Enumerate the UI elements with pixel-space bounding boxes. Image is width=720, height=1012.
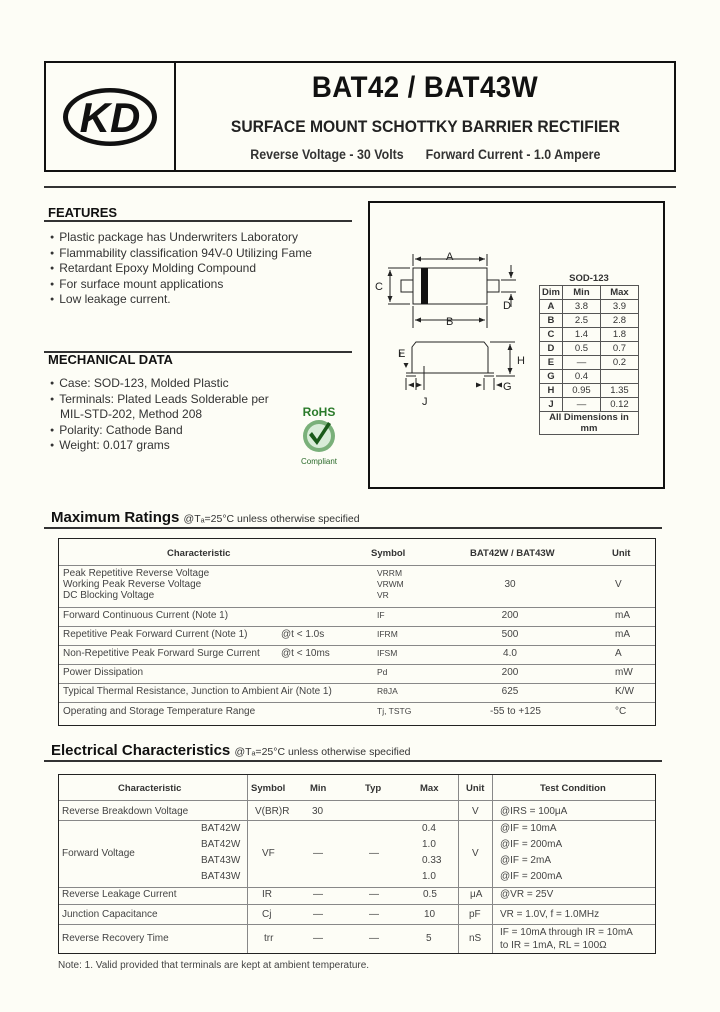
header (44, 61, 676, 172)
mr-row-line (59, 645, 655, 646)
mr-val: 4.0 (503, 648, 517, 659)
mr-symbol: VRWM (377, 579, 404, 589)
mr-symbol: IFRM (377, 629, 398, 639)
mr-symbol: IF (377, 610, 385, 620)
fwd-max: 1.0 (422, 839, 436, 850)
dim-table-title: SOD-123 (569, 272, 609, 284)
mr-char: Working Peak Reverse Voltage (63, 579, 202, 590)
mr-char: DC Blocking Voltage (63, 590, 155, 601)
dim-value: — (562, 397, 600, 411)
mr-symbol: Tj, TSTG (377, 706, 412, 716)
mr-val: 200 (501, 610, 519, 621)
mr-char: Forward Continuous Current (Note 1) (63, 610, 229, 621)
fwd-max: 0.33 (422, 855, 442, 866)
mr-symbol: Pd (377, 667, 388, 677)
mr-char: Typical Thermal Resistance, Junction to Ambient Air (Note 1) (63, 686, 332, 697)
dim-value: 1.8 (600, 327, 638, 341)
el-header-test: Test Condition (540, 783, 606, 794)
mr-symbol: IFSM (377, 648, 398, 658)
dim-label-d: D (503, 300, 511, 312)
dim-value: 2.8 (600, 313, 638, 327)
reverse-voltage: Reverse Voltage - 30 Volts (249, 147, 404, 162)
fwd-test: @IF = 200mA (500, 839, 563, 850)
package-drawing (370, 240, 538, 415)
el-header-max: Max (420, 783, 439, 794)
el-cap-test: VR = 1.0V, f = 1.0MHz (500, 909, 600, 920)
dim-value: 3.9 (600, 299, 638, 313)
mr-char: Peak Repetitive Reverse Voltage (63, 568, 210, 579)
el-rec-test2: to IR = 1mA, RL = 100Ω (500, 940, 607, 951)
elec-title (51, 742, 411, 759)
dim-label-e: E (398, 348, 406, 360)
rohs-text: RoHS (302, 405, 336, 419)
el-leakage-char: Reverse Leakage Current (62, 889, 177, 900)
mr-symbol: RθJA (377, 686, 398, 696)
dim-label-j: J (422, 396, 428, 408)
dim-row (540, 313, 639, 327)
el-rec-sym: trr (264, 933, 274, 944)
dimension-table (539, 272, 639, 435)
mr-row-line (59, 626, 655, 627)
dim-row (540, 299, 639, 313)
mr-row-line (59, 683, 655, 684)
part-title: BAT42 / BAT43W (311, 71, 539, 104)
dim-value: 3.8 (562, 299, 600, 313)
el-vdiv (247, 775, 248, 953)
mr-cond: @t < 10ms (281, 648, 330, 659)
el-header-typ: Typ (365, 783, 382, 794)
dim-label-c: C (375, 281, 383, 293)
mr-header-sym: Symbol (371, 548, 406, 559)
el-forward-unit: V (472, 848, 479, 859)
mr-val: -55 to +125 (490, 706, 541, 717)
dim-label-a: A (446, 251, 454, 263)
feature-item: ● Low leakage current. (50, 292, 312, 308)
el-cap-sym: Cj (262, 909, 272, 920)
mr-val: 625 (501, 686, 519, 697)
mr-char: Operating and Storage Temperature Range (63, 706, 256, 717)
features-heading: FEATURES (48, 205, 118, 220)
mr-row-line (59, 702, 655, 703)
mechanical-item: ● Polarity: Cathode Band (50, 423, 269, 439)
el-row-line (59, 904, 655, 905)
el-cap-max: 10 (424, 909, 436, 920)
dim-value: 0.7 (600, 341, 638, 355)
mr-symbol: VR (377, 590, 389, 600)
dim-row (540, 327, 639, 341)
dim-value: 0.4 (562, 369, 600, 383)
el-header-unit: Unit (466, 783, 485, 794)
el-leakage-max: 0.5 (423, 889, 437, 900)
dim-value: 0.5 (562, 341, 600, 355)
dim-value: — (562, 355, 600, 369)
feature-item: ● Flammability classification 94V-0 Utilizing Fame (50, 246, 312, 262)
fwd-test: @IF = 200mA (500, 871, 563, 882)
el-row-line (59, 924, 655, 925)
el-rec-max: 5 (426, 933, 432, 944)
compliant-text: Compliant (300, 457, 338, 466)
el-cap-typ: — (369, 909, 379, 920)
mechanical-heading: MECHANICAL DATA (48, 352, 173, 367)
dim-letter: A (540, 299, 563, 313)
fwd-part: BAT43W (201, 871, 241, 882)
dim-row (540, 355, 639, 369)
mr-header-line (59, 565, 655, 566)
el-forward-sym: VF (262, 848, 275, 859)
mr-val: 500 (501, 629, 519, 640)
max-ratings-title (51, 509, 360, 526)
footnote: Note: 1. Valid provided that terminals are kept at ambient temperature. (58, 960, 370, 971)
mr-unit: V (615, 579, 622, 590)
elec-rule (44, 760, 662, 762)
dim-value: 0.2 (600, 355, 638, 369)
dim-value: 1.35 (600, 383, 638, 397)
logo-box (46, 63, 176, 170)
dim-value: 2.5 (562, 313, 600, 327)
mr-char: Repetitive Peak Forward Current (Note 1) (63, 629, 248, 640)
el-vdiv (458, 775, 459, 953)
forward-current: Forward Current - 1.0 Ampere (425, 147, 601, 162)
el-header-char: Characteristic (118, 783, 182, 794)
el-leakage-min: — (313, 889, 323, 900)
mr-char: Power Dissipation (63, 667, 144, 678)
mr-unit: mA (615, 629, 630, 640)
mechanical-item: MIL-STD-202, Method 208 (60, 407, 203, 422)
el-leakage-sym: IR (262, 889, 272, 900)
el-cap-min: — (313, 909, 323, 920)
mr-val: 30 (504, 579, 516, 590)
dim-value (600, 369, 638, 383)
el-header-line (59, 800, 655, 801)
title-box (176, 63, 674, 170)
fwd-part: BAT42W (201, 823, 241, 834)
mr-header-unit: Unit (612, 548, 631, 559)
dim-row (540, 383, 639, 397)
fwd-test: @IF = 2mA (500, 855, 551, 866)
el-breakdown-test: @IRS = 100μA (500, 806, 568, 817)
el-breakdown-char: Reverse Breakdown Voltage (62, 806, 189, 817)
mr-symbol: VRRM (377, 568, 403, 578)
el-forward-char: Forward Voltage (62, 848, 135, 859)
mr-cond: @t < 1.0s (281, 629, 325, 640)
mr-unit: mA (615, 610, 630, 621)
fwd-max: 0.4 (422, 823, 436, 834)
fwd-part: BAT43W (201, 855, 241, 866)
mr-unit: mW (615, 667, 633, 678)
mr-unit: A (615, 648, 622, 659)
el-header-sym: Symbol (251, 783, 286, 794)
el-rec-test1: IF = 10mA through IR = 10mA (500, 927, 633, 938)
mr-val: 200 (501, 667, 519, 678)
elec-heading: Electrical Characteristics (51, 742, 231, 759)
mr-row-line (59, 607, 655, 608)
feature-item: ● For surface mount applications (50, 277, 312, 293)
dim-table-body (540, 299, 639, 411)
dim-row (540, 341, 639, 355)
fwd-part: BAT42W (201, 839, 241, 850)
el-rec-typ: — (369, 933, 379, 944)
el-rec-unit: nS (469, 933, 482, 944)
feature-item: ● Retardant Epoxy Molding Compound (50, 261, 312, 277)
dim-label-g: G (503, 381, 512, 393)
mr-header-char: Characteristic (167, 548, 231, 559)
features-list (50, 230, 312, 308)
el-rec-char: Reverse Recovery Time (62, 933, 169, 944)
el-header-min: Min (310, 783, 327, 794)
el-row-line (59, 820, 655, 821)
el-rec-min: — (313, 933, 323, 944)
max-ratings-condition: @Tₐ=25°C unless otherwise specified (183, 513, 360, 525)
el-breakdown-sym: V(BR)R (255, 806, 290, 817)
dim-letter: J (540, 397, 563, 411)
dim-letter: H (540, 383, 563, 397)
el-cap-char: Junction Capacitance (62, 909, 158, 920)
dim-letter: D (540, 341, 563, 355)
dim-footer: All Dimensions in mm (540, 411, 639, 434)
dim-label-h: H (517, 355, 525, 367)
subtitle: SURFACE MOUNT SCHOTTKY BARRIER RECTIFIER (230, 117, 620, 136)
dim-label-b: B (446, 316, 454, 328)
el-cap-unit: pF (469, 909, 481, 920)
dim-letter: E (540, 355, 563, 369)
logo-text: KD (79, 93, 141, 141)
dim-value: 0.12 (600, 397, 638, 411)
mr-row-line (59, 664, 655, 665)
dim-letter: C (540, 327, 563, 341)
dim-header: Max (600, 285, 638, 299)
el-leakage-test: @VR = 25V (500, 889, 554, 900)
dim-value: 1.4 (562, 327, 600, 341)
mechanical-item: ● Terminals: Plated Leads Solderable per (50, 392, 269, 408)
dim-header: Dim (540, 285, 563, 299)
el-breakdown-min: 30 (312, 806, 324, 817)
el-forward-min: — (313, 848, 323, 859)
kd-logo (60, 86, 160, 148)
fwd-test: @IF = 10mA (500, 823, 557, 834)
el-vdiv (492, 775, 493, 953)
features-rule (44, 220, 352, 222)
mr-header-val: BAT42W / BAT43W (470, 548, 555, 559)
el-leakage-unit: μA (470, 889, 483, 900)
mr-unit: °C (615, 706, 627, 717)
el-row-line (59, 887, 655, 888)
el-breakdown-unit: V (472, 806, 479, 817)
header-divider (44, 186, 676, 188)
mechanical-item: ● Weight: 0.017 grams (50, 438, 269, 454)
mr-char: Non-Repetitive Peak Forward Surge Current (63, 648, 260, 659)
dim-value: 0.95 (562, 383, 600, 397)
el-forward-typ: — (369, 848, 379, 859)
elec-condition: @Tₐ=25°C unless otherwise specified (234, 746, 411, 758)
dim-letter: G (540, 369, 563, 383)
el-leakage-typ: — (369, 889, 379, 900)
fwd-max: 1.0 (422, 871, 436, 882)
mechanical-list (50, 376, 269, 454)
mechanical-item: ● Case: SOD-123, Molded Plastic (50, 376, 269, 392)
ratings-line (241, 147, 610, 162)
dim-row (540, 397, 639, 411)
dim-header: Min (562, 285, 600, 299)
max-ratings-rule (44, 527, 662, 529)
max-ratings-heading: Maximum Ratings (51, 509, 180, 526)
dim-row (540, 369, 639, 383)
feature-item: ● Plastic package has Underwriters Laboratory (50, 230, 312, 246)
mechanical-rule (44, 351, 352, 353)
mr-unit: K/W (615, 686, 634, 697)
dim-letter: B (540, 313, 563, 327)
rohs-badge (294, 404, 344, 468)
